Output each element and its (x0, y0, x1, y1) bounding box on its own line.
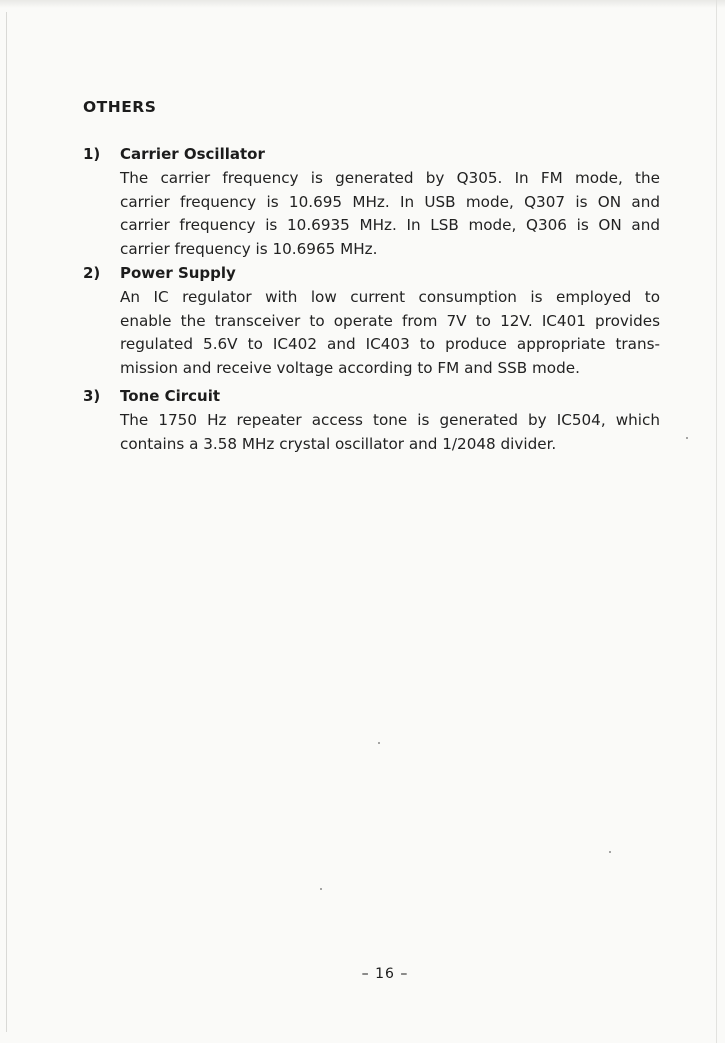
scan-speck (609, 851, 611, 853)
section-title: Carrier Oscillator (120, 145, 265, 163)
section-number: 1) (83, 145, 101, 163)
section-number: 2) (83, 264, 101, 282)
section-title: Tone Circuit (120, 387, 221, 405)
body-line: An IC regulator with low current consumption is employed to (120, 288, 660, 306)
body-line: mission and receive voltage according to FM and SSB mode. (120, 358, 580, 377)
section-header (83, 387, 673, 409)
scan-speck (320, 888, 322, 890)
section-body (120, 167, 660, 261)
body-line: carrier frequency is 10.695 MHz. In USB mode, Q307 is ON and (120, 192, 660, 211)
section-tone-circuit (83, 387, 673, 456)
body-line: carrier frequency is 10.6935 MHz. In LSB mode, Q306 is ON and (120, 216, 660, 234)
body-line: The carrier frequency is generated by Q305. In FM mode, the (120, 169, 660, 187)
section-number: 3) (83, 387, 101, 405)
body-line: enable the transceiver to operate from 7V to 12V. IC401 provides (120, 311, 660, 330)
section-body (120, 286, 660, 380)
page-heading: OTHERS (83, 98, 157, 116)
body-line: The 1750 Hz repeater access tone is generated by IC504, which (120, 411, 660, 429)
scan-speck (378, 742, 380, 744)
page-number: – 16 – (361, 966, 409, 982)
body-line: carrier frequency is 10.6965 MHz. (120, 239, 378, 258)
body-line: regulated 5.6V to IC402 and IC403 to produce appropriate trans- (120, 335, 660, 353)
body-line: contains a 3.58 MHz crystal oscillator and 1/2048 divider. (120, 434, 557, 453)
scan-top-edge (0, 0, 725, 8)
scan-right-edge (716, 0, 717, 1043)
scan-left-edge (6, 12, 7, 1032)
scan-speck (686, 437, 688, 439)
section-title: Power Supply (120, 264, 236, 282)
section-body (120, 409, 660, 456)
section-header (83, 264, 673, 286)
section-carrier-oscillator (83, 145, 673, 261)
section-header (83, 145, 673, 167)
section-power-supply (83, 264, 673, 380)
